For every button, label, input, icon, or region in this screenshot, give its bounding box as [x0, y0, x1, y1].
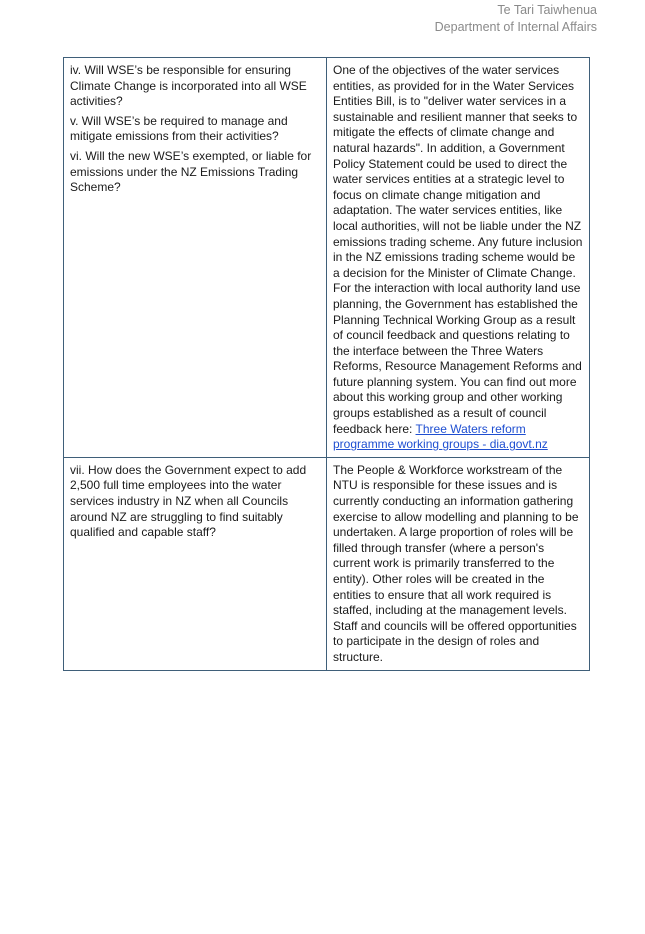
table-row — [64, 457, 590, 670]
answer-text: The People & Workforce workstream of the NTU is responsible for these issues and is currently conducting an information gathering exercise to allow modelling and planning to be undertaken. A large proportion of roles will be filled through transfer (where a person's current work is primarily transferred to the entity). Other roles will be created in the entities to ensure that all work required is staffed, including at the management levels. Staff and councils will be offered opportunities to participate in the design of roles and structure. — [333, 462, 579, 664]
working-groups-link[interactable]: Three Waters reform programme working groups - dia.govt.nz — [333, 421, 548, 452]
question-cell — [64, 457, 327, 670]
answer-paragraph — [333, 63, 583, 453]
question-cell — [64, 58, 327, 458]
page-header — [435, 2, 597, 36]
question-text: v. Will WSE’s be required to manage and mitigate emissions from their activities? — [70, 113, 288, 144]
org-name-maori: Te Tari Taiwhenua — [497, 3, 597, 17]
table-row — [64, 58, 590, 458]
question-text: vi. Will the new WSE’s exempted, or liable for emissions under the NZ Emissions Trading Scheme? — [70, 148, 312, 195]
answer-cell — [327, 58, 590, 458]
answer-cell — [327, 457, 590, 670]
org-name-english: Department of Internal Affairs — [434, 20, 597, 34]
question-text: vii. How does the Government expect to add 2,500 full time employees into the water services industry in NZ when all Councils around NZ are struggling to find suitably qualified and capable staff? — [70, 462, 307, 540]
qa-table — [63, 57, 590, 671]
question-text: iv. Will WSE’s be responsible for ensuring Climate Change is incorporated into all WSE activities? — [70, 63, 307, 109]
answer-text: One of the objectives of the water services entities, as provided for in the Water Services Entities Bill, is to "deliver water services in a sustainable and resilient manner that seeks to mitigate the effects of climate change and natural hazards". In addition, a Government Policy Statement could be used to direct the water services entities at a strategic level to focus on climate change mitigation and adaptation. The water services entities, like local authorities, will not be liable under the NZ emissions trading scheme. Any future inclusion in the NZ emissions trading scheme would be a decision for the Minister of Climate Change. For the interaction with local authority land use planning, the Government has established the Planning Technical Working Group as a result of council feedback and questions relating to the interface between the Three Waters Reforms, Resource Management Reforms and future planning system. You can find out more about this working group and other working groups established as a result of council feedback here: — [333, 63, 583, 436]
